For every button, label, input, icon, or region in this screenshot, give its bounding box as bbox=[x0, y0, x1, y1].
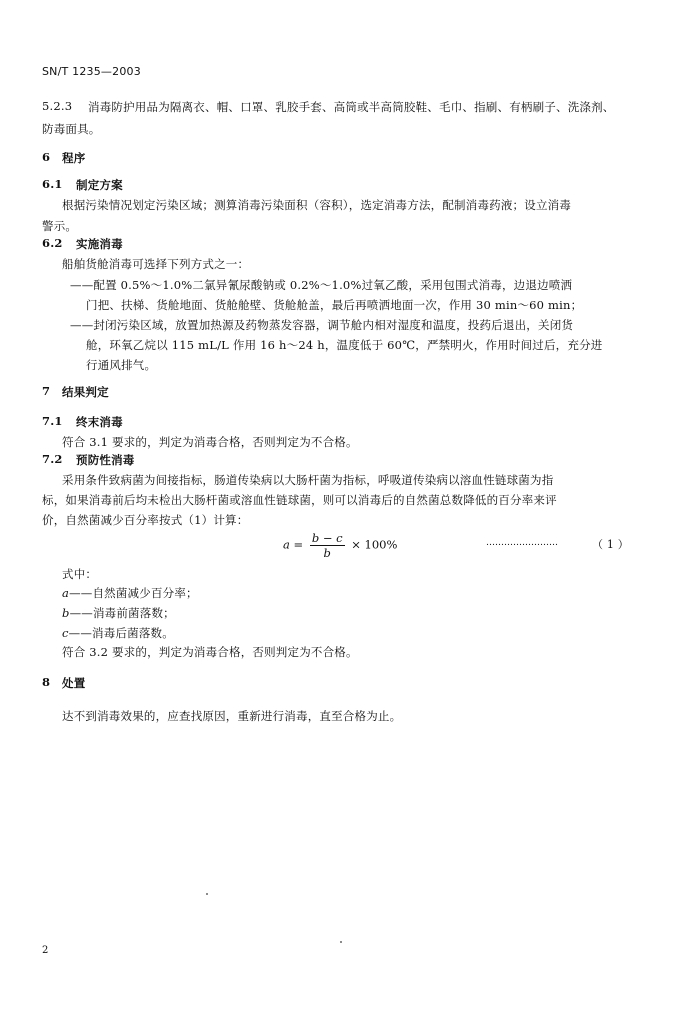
clause-6-1-line1: 根据污染情况划定污染区域；测算消毒污染面积（容积），选定消毒方法，配制消毒药液；设立消毒 bbox=[62, 198, 572, 212]
clause-7-1-text: 符合 3.1 要求的，判定为消毒合格，否则判定为不合格。 bbox=[62, 435, 358, 449]
legend-description: ——自然菌减少百分率； bbox=[69, 586, 198, 600]
clause-6-1-line2: 警示。 bbox=[42, 219, 78, 233]
section-8-number: 8 bbox=[42, 675, 51, 689]
clause-7-2-line1: 采用条件致病菌为间接指标，肠道传染病以大肠杆菌为指标，呼吸道传染病以溶血性链球菌为指 bbox=[62, 473, 554, 487]
clause-7-2-conclusion: 符合 3.2 要求的，判定为消毒合格，否则判定为不合格。 bbox=[62, 645, 358, 659]
clause-7-2-number: 7.2 bbox=[42, 452, 63, 466]
legend-item bbox=[62, 585, 198, 601]
legend-description: ——消毒后菌落数。 bbox=[68, 626, 174, 640]
legend-description: ——消毒前菌落数； bbox=[69, 606, 175, 620]
clause-6-2-item2-line2: 舱，环氧乙烷以 115 mL/L 作用 16 h～24 h，温度低于 60℃，严禁明火，作用时间过后，充分进 bbox=[86, 338, 603, 352]
legend-item bbox=[62, 625, 174, 641]
formula-denominator: b bbox=[323, 546, 331, 560]
legend-symbol: b bbox=[62, 606, 70, 620]
clause-6-2-item2-line1: ——封闭污染区域，放置加热源及药物蒸发容器，调节舱内相对湿度和温度，投药后退出，关闭货 bbox=[70, 318, 574, 332]
scan-speck bbox=[206, 893, 208, 895]
clause-6-2-number: 6.2 bbox=[42, 236, 63, 250]
clause-7-2-line2: 标，如果消毒前后均未检出大肠杆菌或溶血性链球菌，则可以消毒后的自然菌总数降低的百分率来评 bbox=[42, 493, 557, 507]
formula-equation-number: （ 1 ） bbox=[592, 538, 629, 551]
clause-6-2-item1-line1: ——配置 0.5%～1.0%二氯异氰尿酸钠或 0.2%～1.0%过氧乙酸，采用包围式消毒，边退边喷洒 bbox=[70, 278, 573, 292]
clause-5-2-3-line2: 防毒面具。 bbox=[42, 122, 101, 136]
legend-symbol: a bbox=[62, 586, 70, 600]
legend-item bbox=[62, 605, 175, 621]
scan-speck bbox=[340, 941, 342, 943]
clause-6-1-title: 制定方案 bbox=[76, 178, 123, 192]
formula-times-percent: × 100% bbox=[351, 537, 398, 552]
clause-5-2-3-number: 5.2.3 bbox=[42, 99, 73, 113]
formula-leader-dots: …………………… bbox=[486, 538, 558, 548]
section-7-number: 7 bbox=[42, 384, 51, 398]
clause-5-2-3-line1: 消毒防护用品为隔离衣、帽、口罩、乳胶手套、高筒或半高筒胶鞋、毛巾、指刷、有柄刷子、洗涤剂、 bbox=[88, 100, 615, 114]
formula-equals: = bbox=[293, 537, 304, 552]
clause-7-2-title: 预防性消毒 bbox=[76, 453, 135, 467]
clause-7-1-number: 7.1 bbox=[42, 414, 63, 428]
clause-6-1-number: 6.1 bbox=[42, 177, 63, 191]
section-6-title: 程序 bbox=[62, 151, 86, 165]
clause-6-2-item1-line2: 门把、扶梯、货舱地面、货舱舱壁、货舱舱盖，最后再喷洒地面一次，作用 30 min～60 min； bbox=[86, 298, 583, 312]
section-6-number: 6 bbox=[42, 150, 51, 164]
section-8-title: 处置 bbox=[62, 676, 86, 690]
legend-symbol: c bbox=[62, 626, 69, 640]
formula-numerator: b − c bbox=[311, 531, 343, 545]
formula-fraction bbox=[310, 532, 345, 559]
formula-legend-intro: 式中： bbox=[62, 567, 98, 581]
clause-7-2-line3: 价，自然菌减少百分率按式（1）计算： bbox=[42, 513, 249, 527]
page-number: 2 bbox=[42, 945, 49, 956]
formula-lhs: a bbox=[283, 537, 290, 552]
section-7-title: 结果判定 bbox=[62, 385, 109, 399]
formula-1 bbox=[283, 532, 397, 560]
clause-6-2-intro: 船舶货舱消毒可选择下列方式之一： bbox=[62, 257, 250, 271]
clause-7-1-title: 终末消毒 bbox=[76, 415, 123, 429]
clause-6-2-item2-line3: 行通风排气。 bbox=[86, 358, 157, 372]
document-code: SN/T 1235—2003 bbox=[42, 65, 141, 78]
clause-6-2-title: 实施消毒 bbox=[76, 237, 123, 251]
section-8-text: 达不到消毒效果的，应查找原因，重新进行消毒，直至合格为止。 bbox=[62, 709, 402, 723]
